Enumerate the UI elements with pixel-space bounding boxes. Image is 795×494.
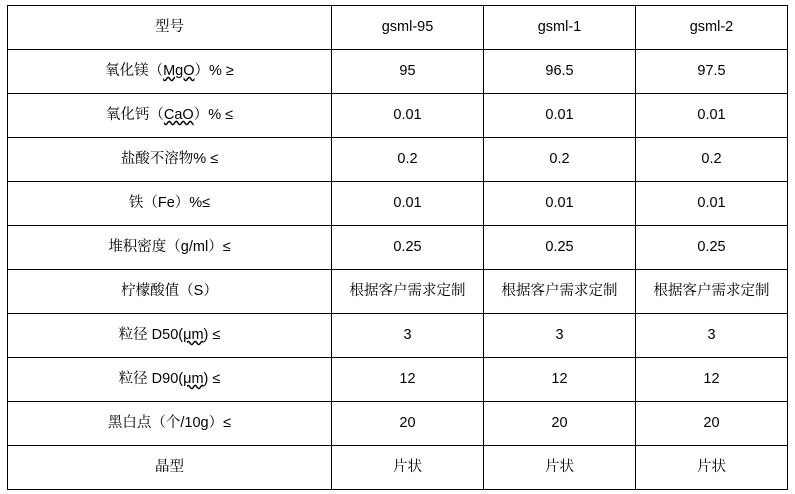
row-label-mark: CaO [163,106,194,123]
row-value-cell: 0.25 [484,225,636,269]
row-label-cell [8,137,332,181]
row-label-pre: 粒径 D90( [118,370,184,387]
row-label-post: ≤ [223,414,232,431]
row-label-post: ）% ≤ [193,106,234,123]
table-header-row [8,5,788,49]
header-model-cell-3: gsml-2 [636,5,788,49]
row-value-cell: 0.01 [332,93,484,137]
table-row [8,401,788,445]
table-row [8,269,788,313]
table-row [8,225,788,269]
header-model-cell-1: gsml-95 [332,5,484,49]
row-value-cell: 3 [332,313,484,357]
row-label-pre: 柠檬酸值（S） [121,282,218,299]
row-value-cell: 0.2 [636,137,788,181]
row-value-cell: 0.2 [332,137,484,181]
row-label-cell [8,49,332,93]
row-value-cell: 0.25 [636,225,788,269]
row-label-cell [8,269,332,313]
row-label-cell [8,313,332,357]
row-value-cell: 片状 [636,445,788,489]
row-label-mark: MgO [163,62,195,79]
table-row [8,357,788,401]
table-row [8,93,788,137]
row-label-pre: 氧化钙（ [105,106,164,123]
row-value-cell: 0.2 [484,137,636,181]
row-label-cell [8,445,332,489]
row-label-pre: 晶型 [155,458,184,475]
row-value-cell: 根据客户需求定制 [484,269,636,313]
row-label-post: ≤ [222,238,231,255]
row-value-cell: 3 [484,313,636,357]
row-label-post: ）% ≥ [194,62,234,79]
row-value-cell: 95 [332,49,484,93]
row-label-pre: 盐酸不溶物% [120,150,211,167]
row-value-cell: 3 [636,313,788,357]
row-value-cell: 20 [636,401,788,445]
row-value-cell: 片状 [332,445,484,489]
table-row [8,313,788,357]
table-row [8,445,788,489]
row-value-cell: 0.25 [332,225,484,269]
row-value-cell: 0.01 [484,93,636,137]
row-label-pre: 粒径 D50( [118,326,184,343]
row-label-pre: 铁（Fe）% [128,194,203,211]
row-value-cell: 0.01 [636,93,788,137]
header-model-cell-2: gsml-1 [484,5,636,49]
row-value-cell: 20 [484,401,636,445]
row-value-cell: 12 [636,357,788,401]
row-label-post: ) ≤ [203,370,221,387]
row-label-post: ) ≤ [203,326,221,343]
row-value-cell: 根据客户需求定制 [332,269,484,313]
row-value-cell: 0.01 [636,181,788,225]
row-value-cell: 97.5 [636,49,788,93]
row-value-cell: 20 [332,401,484,445]
product-specification-table [7,5,788,490]
row-value-cell: 片状 [484,445,636,489]
row-label-mark: μm [183,370,204,387]
row-label-post: ≤ [210,150,219,167]
row-value-cell: 12 [484,357,636,401]
row-label-cell [8,93,332,137]
table-row [8,49,788,93]
row-label-cell [8,357,332,401]
row-label-pre: 黑白点（个/10g） [107,414,224,431]
row-label-pre: 氧化镁（ [105,62,164,79]
row-value-cell: 0.01 [332,181,484,225]
table-row [8,137,788,181]
row-value-cell: 96.5 [484,49,636,93]
header-label-cell: 型号 [8,5,332,49]
row-label-cell [8,225,332,269]
row-label-mark: μm [183,326,204,343]
row-value-cell: 0.01 [484,181,636,225]
row-value-cell: 根据客户需求定制 [636,269,788,313]
row-label-pre: 堆积密度（g/ml） [108,238,223,255]
row-value-cell: 12 [332,357,484,401]
row-label-cell [8,401,332,445]
row-label-post: ≤ [202,194,211,211]
row-label-cell [8,181,332,225]
table-row [8,181,788,225]
